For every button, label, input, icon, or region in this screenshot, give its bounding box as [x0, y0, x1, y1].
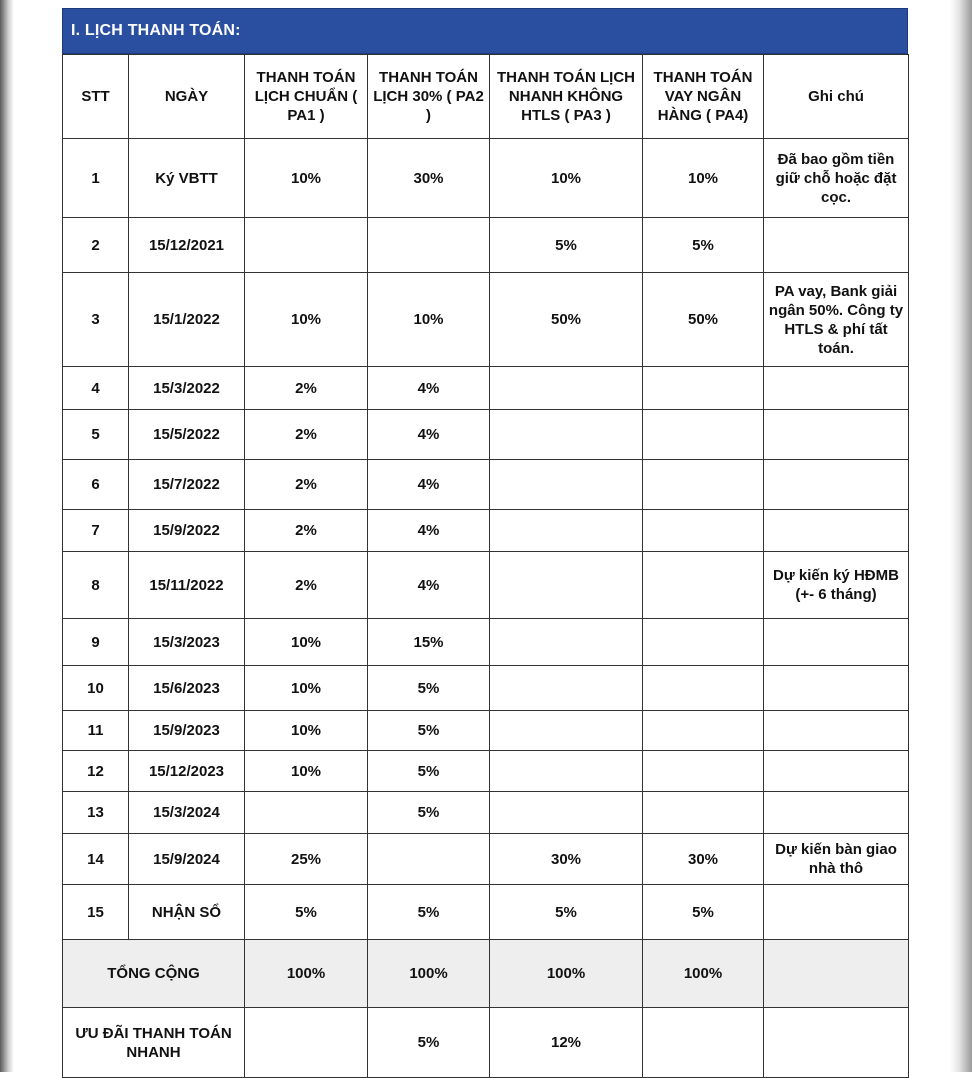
cell-pa2: 4% — [368, 367, 490, 410]
total-row-note — [764, 940, 909, 1008]
cell-pa1: 2% — [245, 552, 368, 619]
cell-pa3 — [490, 751, 643, 792]
cell-date: 15/9/2023 — [129, 711, 245, 751]
table-row — [63, 792, 909, 834]
table-row — [63, 552, 909, 619]
cell-note — [764, 460, 909, 510]
payment-schedule-table — [62, 54, 909, 1078]
page-edge-shadow-left — [0, 0, 14, 1072]
header-pa3: THANH TOÁN LỊCH NHANH KHÔNG HTLS ( PA3 ) — [490, 55, 643, 139]
cell-stt: 10 — [63, 666, 129, 711]
cell-note — [764, 218, 909, 273]
cell-pa4 — [643, 619, 764, 666]
cell-stt: 2 — [63, 218, 129, 273]
cell-pa4: 50% — [643, 273, 764, 367]
cell-stt: 4 — [63, 367, 129, 410]
cell-pa1: 10% — [245, 273, 368, 367]
cell-pa2: 4% — [368, 552, 490, 619]
cell-pa3: 50% — [490, 273, 643, 367]
payment-schedule-sheet — [62, 8, 908, 1078]
total-row-label: TỔNG CỘNG — [63, 940, 245, 1008]
cell-pa4 — [643, 552, 764, 619]
total-row-pa2: 100% — [368, 940, 490, 1008]
cell-date: 15/9/2024 — [129, 834, 245, 885]
cell-pa1: 2% — [245, 367, 368, 410]
table-row — [63, 885, 909, 940]
cell-note — [764, 666, 909, 711]
table-row — [63, 751, 909, 792]
cell-stt: 7 — [63, 510, 129, 552]
cell-pa1: 5% — [245, 885, 368, 940]
cell-pa1: 10% — [245, 139, 368, 218]
cell-pa2: 4% — [368, 510, 490, 552]
table-row — [63, 510, 909, 552]
cell-note — [764, 751, 909, 792]
cell-pa2: 5% — [368, 885, 490, 940]
table-row — [63, 460, 909, 510]
incentive-row — [63, 1008, 909, 1078]
cell-date: 15/3/2024 — [129, 792, 245, 834]
cell-stt: 3 — [63, 273, 129, 367]
section-title: I. LỊCH THANH TOÁN: — [62, 8, 908, 54]
cell-pa3: 10% — [490, 139, 643, 218]
cell-note — [764, 885, 909, 940]
incentive-row-note — [764, 1008, 909, 1078]
cell-stt: 8 — [63, 552, 129, 619]
cell-note: Dự kiến ký HĐMB (+- 6 tháng) — [764, 552, 909, 619]
total-row — [63, 940, 909, 1008]
cell-pa1: 2% — [245, 460, 368, 510]
table-row — [63, 410, 909, 460]
incentive-row-pa1 — [245, 1008, 368, 1078]
cell-pa1: 10% — [245, 666, 368, 711]
cell-pa3 — [490, 711, 643, 751]
cell-pa1 — [245, 218, 368, 273]
cell-pa2: 10% — [368, 273, 490, 367]
cell-date: 15/12/2021 — [129, 218, 245, 273]
cell-stt: 13 — [63, 792, 129, 834]
cell-pa3 — [490, 792, 643, 834]
cell-pa2 — [368, 834, 490, 885]
cell-note: Đã bao gồm tiền giữ chỗ hoặc đặt cọc. — [764, 139, 909, 218]
cell-pa1: 10% — [245, 619, 368, 666]
incentive-row-pa4 — [643, 1008, 764, 1078]
cell-pa3 — [490, 619, 643, 666]
cell-pa1: 10% — [245, 711, 368, 751]
cell-pa3: 5% — [490, 218, 643, 273]
cell-pa2: 5% — [368, 792, 490, 834]
header-pa4: THANH TOÁN VAY NGÂN HÀNG ( PA4) — [643, 55, 764, 139]
cell-pa3 — [490, 510, 643, 552]
cell-note — [764, 619, 909, 666]
total-row-pa4: 100% — [643, 940, 764, 1008]
cell-pa3 — [490, 410, 643, 460]
cell-note: Dự kiến bàn giao nhà thô — [764, 834, 909, 885]
cell-pa2: 4% — [368, 460, 490, 510]
cell-date: 15/3/2022 — [129, 367, 245, 410]
cell-pa2: 5% — [368, 711, 490, 751]
cell-pa4 — [643, 367, 764, 410]
cell-date: 15/12/2023 — [129, 751, 245, 792]
cell-date: 15/1/2022 — [129, 273, 245, 367]
cell-pa2: 5% — [368, 666, 490, 711]
cell-note — [764, 410, 909, 460]
cell-pa4 — [643, 510, 764, 552]
cell-pa4: 5% — [643, 218, 764, 273]
incentive-row-pa3: 12% — [490, 1008, 643, 1078]
cell-date: NHẬN SỔ — [129, 885, 245, 940]
cell-stt: 12 — [63, 751, 129, 792]
cell-pa4 — [643, 460, 764, 510]
total-row-pa3: 100% — [490, 940, 643, 1008]
cell-pa2: 15% — [368, 619, 490, 666]
table-row — [63, 711, 909, 751]
header-stt: STT — [63, 55, 129, 139]
total-row-pa1: 100% — [245, 940, 368, 1008]
cell-stt: 9 — [63, 619, 129, 666]
header-pa1: THANH TOÁN LỊCH CHUẨN ( PA1 ) — [245, 55, 368, 139]
cell-pa4 — [643, 410, 764, 460]
incentive-row-label: ƯU ĐÃI THANH TOÁN NHANH — [63, 1008, 245, 1078]
cell-pa3 — [490, 367, 643, 410]
cell-date: 15/11/2022 — [129, 552, 245, 619]
cell-date: 15/7/2022 — [129, 460, 245, 510]
cell-note — [764, 711, 909, 751]
cell-note — [764, 510, 909, 552]
cell-pa4: 5% — [643, 885, 764, 940]
cell-pa1 — [245, 792, 368, 834]
cell-stt: 14 — [63, 834, 129, 885]
cell-pa2: 30% — [368, 139, 490, 218]
header-row — [63, 55, 909, 139]
cell-pa3: 30% — [490, 834, 643, 885]
cell-date: 15/6/2023 — [129, 666, 245, 711]
page-edge-shadow-right — [950, 0, 972, 1072]
cell-pa4: 10% — [643, 139, 764, 218]
cell-pa4: 30% — [643, 834, 764, 885]
table-row — [63, 834, 909, 885]
table-row — [63, 139, 909, 218]
cell-pa3 — [490, 666, 643, 711]
cell-date: 15/5/2022 — [129, 410, 245, 460]
cell-pa2: 5% — [368, 751, 490, 792]
cell-pa3 — [490, 460, 643, 510]
cell-date: 15/9/2022 — [129, 510, 245, 552]
cell-pa3: 5% — [490, 885, 643, 940]
cell-pa4 — [643, 666, 764, 711]
cell-pa3 — [490, 552, 643, 619]
cell-stt: 1 — [63, 139, 129, 218]
header-note: Ghi chú — [764, 55, 909, 139]
cell-stt: 6 — [63, 460, 129, 510]
cell-note: PA vay, Bank giải ngân 50%. Công ty HTLS & phí tất toán. — [764, 273, 909, 367]
header-pa2: THANH TOÁN LỊCH 30% ( PA2 ) — [368, 55, 490, 139]
cell-stt: 5 — [63, 410, 129, 460]
cell-pa4 — [643, 792, 764, 834]
table-row — [63, 619, 909, 666]
cell-pa1: 25% — [245, 834, 368, 885]
table-row — [63, 666, 909, 711]
cell-pa4 — [643, 751, 764, 792]
cell-stt: 11 — [63, 711, 129, 751]
cell-pa2 — [368, 218, 490, 273]
incentive-row-pa2: 5% — [368, 1008, 490, 1078]
cell-pa1: 2% — [245, 410, 368, 460]
cell-date: 15/3/2023 — [129, 619, 245, 666]
cell-stt: 15 — [63, 885, 129, 940]
cell-pa4 — [643, 711, 764, 751]
header-date: NGÀY — [129, 55, 245, 139]
cell-date: Ký VBTT — [129, 139, 245, 218]
cell-pa1: 2% — [245, 510, 368, 552]
table-row — [63, 273, 909, 367]
table-row — [63, 367, 909, 410]
cell-note — [764, 792, 909, 834]
cell-pa2: 4% — [368, 410, 490, 460]
table-row — [63, 218, 909, 273]
cell-note — [764, 367, 909, 410]
cell-pa1: 10% — [245, 751, 368, 792]
